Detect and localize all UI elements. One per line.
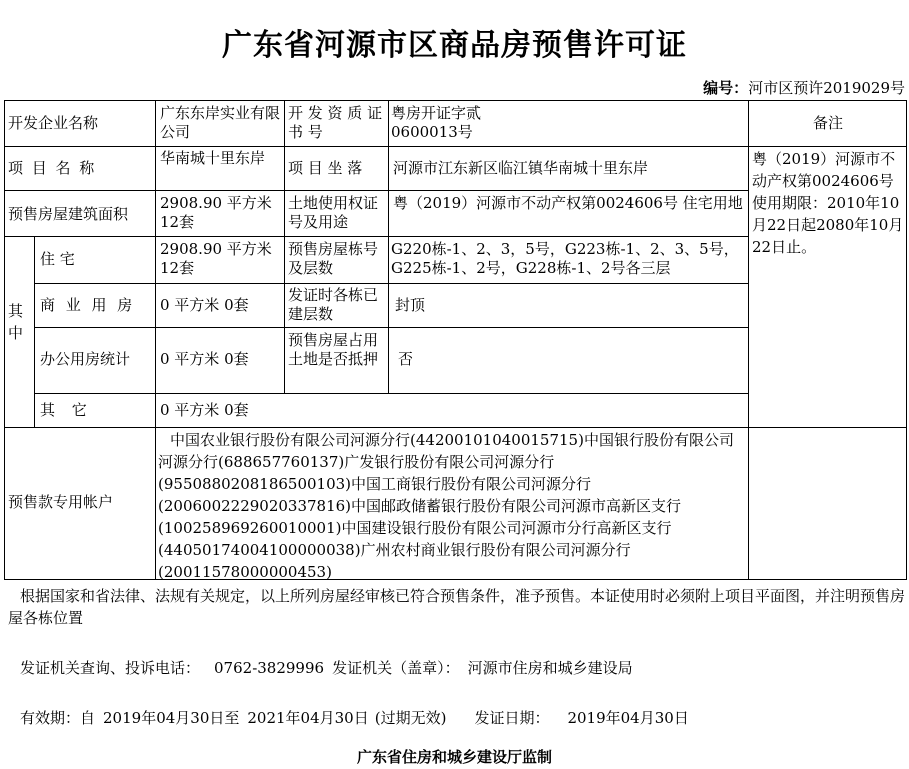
validity-label: 有效期：自: [20, 709, 96, 727]
contact-line: [20, 657, 900, 678]
cert-number-value: 河市区预许2019029号: [748, 79, 905, 97]
row-divider: [34, 327, 748, 328]
buildings-value: G220栋-1、2、3，5号，G223栋-1、2、3、5号，G225栋-1、2号，G228栋-1、2号各三层: [391, 240, 739, 277]
office-value: 0 平方米 0套: [160, 350, 249, 368]
col-divider: [284, 100, 285, 393]
developer-value: 广东东岸实业有限公司: [160, 104, 281, 141]
issuer-name: 河源市住房和城乡建设局: [467, 659, 633, 677]
contact-label: 发证机关查询、投诉电话：: [20, 659, 201, 677]
presale-area-value: 2908.90 平方米 12套: [160, 194, 272, 231]
residential-value: 2908.90 平方米 12套: [160, 240, 272, 277]
commercial-value: 0 平方米 0套: [160, 296, 249, 314]
project-location-value: 河源市江东新区临江镇华南城十里东岸: [393, 159, 649, 177]
land-cert-value: 粤（2019）河源市不动产权第0024606号 住宅用地: [393, 194, 743, 212]
project-name-value: 华南城十里东岸: [160, 149, 266, 167]
presale-area-label: 预售房屋建筑面积: [8, 205, 129, 223]
validity-line: [20, 707, 905, 728]
mortgage-label: 预售房屋占用土地是否抵押: [288, 331, 379, 368]
col-divider: [155, 100, 156, 580]
remarks-text: 粤（2019）河源市不动产权第0024606号使用期限：2010年10月22日起2080年10月22日止。: [752, 150, 904, 256]
col-divider: [748, 100, 749, 580]
remarks-header: 备注: [812, 114, 843, 132]
issuer-label: 发证机关（盖章）：: [332, 659, 460, 677]
built-floors-label: 发证时各栋已建层数: [288, 286, 379, 323]
among-label: 其 中: [8, 302, 24, 342]
project-name-label: 项 目 名 称: [8, 159, 97, 177]
issue-date: 2019年04月30日: [567, 709, 689, 727]
validity-note: (过期无效): [374, 709, 447, 727]
col-divider: [34, 236, 35, 427]
office-label: 办公用房统计: [40, 350, 131, 368]
issue-date-label: 发证日期：: [474, 709, 550, 727]
row-divider: [4, 236, 748, 237]
qualification-value: 粤房开证字贰0600013号: [391, 104, 482, 141]
contact-phone: 0762-3829996: [214, 659, 325, 677]
developer-label: 开发企业名称: [8, 114, 99, 132]
cert-number: [703, 77, 905, 98]
row-divider: [4, 146, 907, 147]
validity-end: 2021年04月30日: [247, 709, 369, 727]
cert-number-label: 编号：: [703, 79, 749, 97]
qualification-label: 开 发 资 质 证 书 号: [288, 104, 383, 141]
accounts-label: 预售款专用帐户: [8, 493, 114, 511]
declaration: 根据国家和省法律、法规有关规定，以上所列房屋经审核已符合预售条件，准予预售。本证使用时必须附上项目平面图，并注明预售房屋各栋位置: [8, 587, 906, 627]
col-divider: [388, 100, 389, 393]
buildings-label: 预售房屋栋号及层数: [288, 240, 379, 277]
row-divider: [4, 190, 748, 191]
footer-supervisor: 广东省住房和城乡建设厅监制: [356, 748, 552, 766]
land-cert-label: 土地使用权证号及用途: [288, 194, 379, 231]
accounts-value: 中国农业银行股份有限公司河源分行(44200101040015715)中国银行股份有限公司河源分行(688657760137)广发银行股份有限公司河源分行(9550880208186500103)中国工商银行股份有限公司河源分行(2006002229020337816)中国邮政储蓄银行股份有限公司河源市高新区支行(100258969260010001)中国建设银行股份有限公司河源市分行高新区支行(44050174004100000038)广州农村商业银行股份有限公司河源分行(20011578000000453): [158, 431, 734, 581]
commercial-label: 商 业 用 房: [40, 296, 136, 314]
mortgage-value: 否: [398, 350, 414, 368]
row-divider: [4, 427, 907, 428]
row-divider: [34, 393, 748, 394]
validity-start: 2019年04月30日至: [103, 709, 240, 727]
page-title: 广东省河源市区商品房预售许可证: [222, 28, 687, 63]
other-label: 其 它: [40, 401, 93, 419]
built-floors-value: 封顶: [395, 296, 426, 314]
other-value: 0 平方米 0套: [160, 401, 249, 419]
residential-label: 住 宅: [40, 250, 75, 268]
project-location-label: 项 目 坐 落: [288, 159, 363, 177]
row-divider: [34, 283, 748, 284]
